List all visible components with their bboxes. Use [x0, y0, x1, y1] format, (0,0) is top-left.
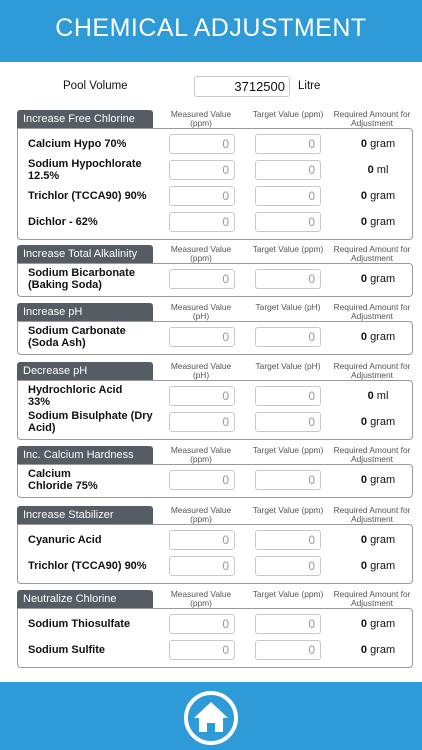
measured-input[interactable]: [169, 556, 235, 576]
required-amount: 0 gram: [360, 331, 396, 343]
chemical-label: Hydrochloric Acid 33%: [28, 384, 123, 408]
chemical-label: Sodium Sulfite: [28, 644, 105, 656]
section-title: Neutralize Chlorine: [17, 590, 153, 608]
section-neutralize-chlorine: [0, 590, 422, 668]
target-input[interactable]: [255, 386, 321, 406]
section-title: Increase Stabilizer: [17, 506, 153, 524]
chemical-row: [17, 210, 413, 236]
chemical-row: [17, 638, 413, 664]
col-header-target: Target Value (ppm): [252, 445, 324, 455]
target-input[interactable]: [255, 640, 321, 660]
chemical-row: [17, 528, 413, 554]
required-amount: 0 gram: [360, 644, 396, 656]
measured-input[interactable]: [169, 412, 235, 432]
pool-volume-label: Pool Volume: [63, 80, 128, 92]
col-header-measured: Measured Value (ppm): [170, 244, 232, 263]
target-input[interactable]: [255, 614, 321, 634]
col-header-required: Required Amount for Adjustment: [333, 109, 411, 128]
col-header-target: Target Value (ppm): [252, 505, 324, 515]
chemical-row: [17, 132, 413, 158]
footer-bar: [0, 682, 422, 750]
measured-input[interactable]: [169, 212, 235, 232]
measured-input[interactable]: [169, 470, 235, 490]
col-header-measured: Measured Value (pH): [170, 302, 232, 321]
target-input[interactable]: [255, 269, 321, 289]
section-title: Inc. Calcium Hardness: [17, 446, 153, 464]
col-header-required: Required Amount for Adjustment: [333, 589, 411, 608]
required-amount: 0 gram: [360, 416, 396, 428]
col-header-required: Required Amount for Adjustment: [333, 244, 411, 263]
required-amount: 0 gram: [360, 273, 396, 285]
home-button[interactable]: [178, 690, 244, 746]
required-amount: 0 gram: [360, 138, 396, 150]
chemical-label: Sodium Hypochlorate 12.5%: [28, 158, 142, 182]
section-inc-calcium-hardness: [0, 446, 422, 498]
section-increase-total-alkalinity: [0, 245, 422, 297]
col-header-required: Required Amount for Adjustment: [333, 445, 411, 464]
measured-input[interactable]: [169, 614, 235, 634]
target-input[interactable]: [255, 327, 321, 347]
chemical-row: [17, 384, 413, 410]
section-increase-free-chlorine: [0, 110, 422, 240]
measured-input[interactable]: [169, 160, 235, 180]
chemical-label: Calcium Chloride 75%: [28, 468, 98, 492]
target-input[interactable]: [255, 470, 321, 490]
required-amount: 0 gram: [360, 618, 396, 630]
chemical-row: [17, 184, 413, 210]
chemical-label: Trichlor (TCCA90) 90%: [28, 560, 147, 572]
required-amount: 0 gram: [360, 216, 396, 228]
chemical-label: Sodium Thiosulfate: [28, 618, 131, 630]
measured-input[interactable]: [169, 269, 235, 289]
target-input[interactable]: [255, 160, 321, 180]
col-header-required: Required Amount for Adjustment: [333, 302, 411, 321]
chemical-row: [17, 410, 413, 436]
required-amount: 0 gram: [360, 190, 396, 202]
measured-input[interactable]: [169, 186, 235, 206]
target-input[interactable]: [255, 212, 321, 232]
chemical-row: [17, 612, 413, 638]
measured-input[interactable]: [169, 327, 235, 347]
section-title: Increase pH: [17, 303, 153, 321]
chemical-row: [17, 158, 413, 184]
col-header-measured: Measured Value (ppm): [170, 445, 232, 464]
chemical-label: Sodium Bicarbonate (Baking Soda): [28, 267, 135, 291]
col-header-target: Target Value (pH): [255, 302, 321, 312]
required-amount: 0 ml: [367, 164, 389, 176]
col-header-target: Target Value (pH): [255, 361, 321, 371]
chemical-label: Cyanuric Acid: [28, 534, 102, 546]
col-header-measured: Measured Value (ppm): [170, 589, 232, 608]
required-amount: 0 ml: [367, 390, 389, 402]
target-input[interactable]: [255, 412, 321, 432]
target-input[interactable]: [255, 134, 321, 154]
chemical-row: [17, 267, 413, 293]
chemical-label: Sodium Bisulphate (Dry Acid): [28, 410, 153, 434]
page-title: CHEMICAL ADJUSTMENT: [55, 14, 367, 42]
col-header-target: Target Value (ppm): [252, 244, 324, 254]
measured-input[interactable]: [169, 134, 235, 154]
chemical-label: Dichlor - 62%: [28, 216, 98, 228]
section-title: Increase Free Chlorine: [17, 110, 153, 128]
col-header-required: Required Amount for Adjustment: [333, 361, 411, 380]
col-header-measured: Measured Value (ppm): [170, 505, 232, 524]
chemical-label: Sodium Carbonate (Soda Ash): [28, 325, 126, 349]
required-amount: 0 gram: [360, 474, 396, 486]
chemical-row: [17, 468, 413, 494]
chemical-label: Trichlor (TCCA90) 90%: [28, 190, 147, 202]
target-input[interactable]: [255, 186, 321, 206]
section-decrease-ph: [0, 362, 422, 440]
measured-input[interactable]: [169, 640, 235, 660]
required-amount: 0 gram: [360, 534, 396, 546]
target-input[interactable]: [255, 556, 321, 576]
section-title: Decrease pH: [17, 362, 153, 380]
section-increase-stabilizer: [0, 506, 422, 584]
required-amount: 0 gram: [360, 560, 396, 572]
chemical-row: [17, 554, 413, 580]
col-header-measured: Measured Value (pH): [170, 361, 232, 380]
section-title: Increase Total Alkalinity: [17, 245, 153, 263]
app-header: [0, 0, 422, 62]
section-increase-ph: [0, 303, 422, 355]
col-header-target: Target Value (ppm): [252, 589, 324, 599]
measured-input[interactable]: [169, 530, 235, 550]
pool-volume-input[interactable]: [194, 76, 290, 97]
pool-volume-unit: Litre: [298, 80, 321, 92]
target-input[interactable]: [255, 530, 321, 550]
home-icon: [178, 690, 244, 746]
chemical-label: Calcium Hypo 70%: [28, 138, 127, 150]
col-header-measured: Measured Value (ppm): [170, 109, 232, 128]
chemical-row: [17, 325, 413, 351]
pool-volume-row: [0, 76, 422, 98]
col-header-target: Target Value (ppm): [252, 109, 324, 119]
col-header-required: Required Amount for Adjustment: [333, 505, 411, 524]
measured-input[interactable]: [169, 386, 235, 406]
